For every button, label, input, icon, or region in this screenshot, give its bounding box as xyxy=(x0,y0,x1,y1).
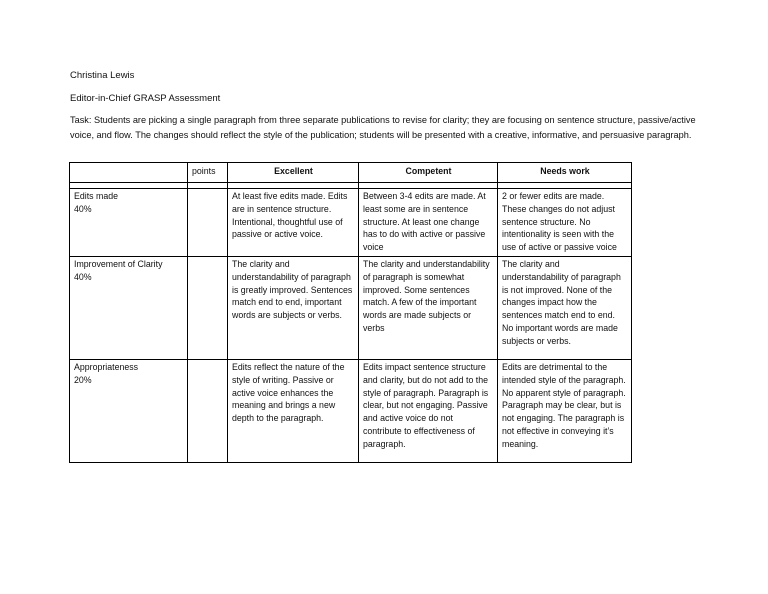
competent-cell xyxy=(359,359,498,462)
points-cell xyxy=(188,256,228,359)
excellent-cell xyxy=(228,189,359,257)
competent-descriptor: Edits impact sentence structure and clarity, but do not add to the style of paragraph. Paragraph is clear, but not engaging. Passive and active voice do not contribute to effectiveness of paragraph. xyxy=(363,361,489,449)
criterion-cell xyxy=(70,189,188,257)
rubric-row-appropriateness xyxy=(70,359,632,462)
excellent-cell xyxy=(228,359,359,462)
excellent-cell xyxy=(228,256,359,359)
excellent-descriptor: The clarity and understandability of paragraph is greatly improved. Sentences match end to end, important words are subjects or verbs. xyxy=(232,258,353,321)
needs-work-descriptor: 2 or fewer edits are made. These changes do not adjust sentence structure. No intentionality is seen with the use of active or passive voice xyxy=(502,191,617,253)
rubric-header-row xyxy=(70,163,632,183)
excellent-descriptor: At least five edits made. Edits are in sentence structure. Intentional, thoughtful use of passive or active voice. xyxy=(232,191,348,240)
criterion-name: Improvement of Clarity xyxy=(74,258,163,269)
criterion-cell xyxy=(70,359,188,462)
points-cell xyxy=(188,189,228,257)
competent-descriptor: The clarity and understandability of paragraph is somewhat improved. Some sentences match. A few of the important words are made subjects or verbs xyxy=(363,258,490,333)
needs-work-cell xyxy=(498,256,632,359)
needs-work-cell xyxy=(498,359,632,462)
criterion-name: Edits made xyxy=(74,191,119,201)
criterion-weight: 20% xyxy=(74,374,92,385)
header-criterion xyxy=(70,163,188,183)
competent-cell xyxy=(359,256,498,359)
document-title: Editor-in-Chief GRASP Assessment xyxy=(70,93,221,104)
needs-work-cell xyxy=(498,189,632,257)
competent-descriptor: Between 3-4 edits are made. At least some are in sentence structure. At least one change has to do with active or passive voice xyxy=(363,191,486,253)
header-needs-work: Needs work xyxy=(498,163,632,183)
needs-work-descriptor: The clarity and understandability of paragraph is not improved. None of the changes impact how the sentences match end to end. No important words are made subjects or verbs. xyxy=(502,258,621,346)
excellent-descriptor: Edits reflect the nature of the style of writing. Passive or active voice enhances the meaning and brings a new depth to the paragraph. xyxy=(232,361,345,424)
criterion-name: Appropriateness xyxy=(74,361,139,372)
criterion-weight: 40% xyxy=(74,203,92,214)
author-name: Christina Lewis xyxy=(70,70,135,81)
rubric-row-edits-made xyxy=(70,189,632,257)
rubric-row-improvement-of-clarity xyxy=(70,256,632,359)
header-points: points xyxy=(188,163,228,183)
rubric-table xyxy=(69,162,632,463)
needs-work-descriptor: Edits are detrimental to the intended style of the paragraph. No apparent style of paragraph. Paragraph may be clear, but is not engaging. The paragraph is not effective in conveying it’s meaning. xyxy=(502,361,626,449)
competent-cell xyxy=(359,189,498,257)
header-excellent: Excellent xyxy=(228,163,359,183)
task-description: Task: Students are picking a single paragraph from three separate publications to revise for clarity; they are focusing on sentence structure, passive/active voice, and flow. The changes should reflect the style of the publication; students will be presented with a creative, informative, and persuasive paragraph. xyxy=(70,115,696,140)
criterion-weight: 40% xyxy=(74,271,92,282)
criterion-cell xyxy=(70,256,188,359)
points-cell xyxy=(188,359,228,462)
header-competent: Competent xyxy=(359,163,498,183)
